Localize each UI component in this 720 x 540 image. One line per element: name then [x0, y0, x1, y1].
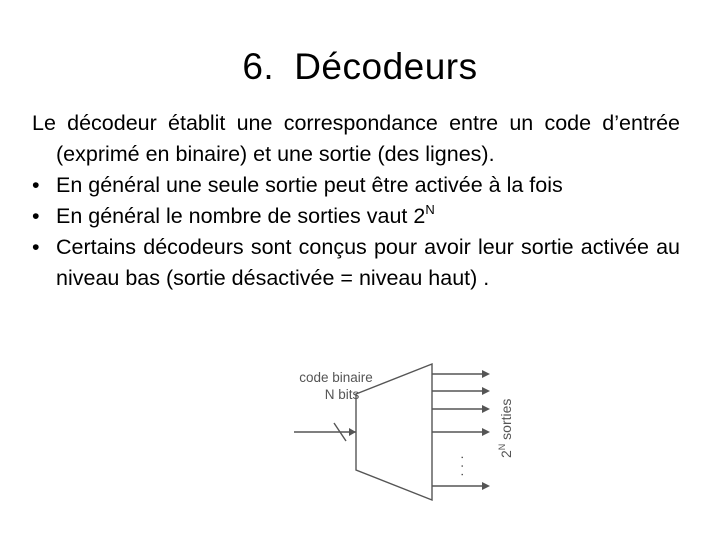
input-label-line2: N bits [324, 387, 360, 402]
output-arrow-head-icon [482, 428, 490, 436]
input-arrow-icon [349, 428, 356, 436]
bullet-icon: • [32, 173, 40, 197]
output-label [497, 399, 514, 458]
bullet-item [32, 170, 680, 201]
bullet-text: En général une seule sortie peut être activée à la fois [56, 173, 563, 197]
intro-paragraph: Le décodeur établit une correspondance entre un code d’entrée (exprimé en binaire) et une sortie (des lignes). [32, 111, 680, 166]
bullet-text: En général le nombre de sorties vaut 2 [56, 204, 426, 228]
bullet-icon: • [32, 235, 40, 259]
slide-title [0, 46, 720, 88]
ellipsis-text: · · · [453, 455, 469, 477]
bullet-item [32, 232, 680, 294]
output-arrow-head-icon [482, 387, 490, 395]
output-arrow-head-icon [482, 370, 490, 378]
output-arrow-head-icon [482, 405, 490, 413]
bullet-icon: • [32, 204, 40, 228]
bullet-item [32, 201, 680, 232]
bullet-text: Certains décodeurs sont conçus pour avoir leur sortie activée au niveau bas (sortie désactivée = niveau haut) . [56, 235, 680, 290]
input-label-line1: code binaire [299, 370, 373, 385]
output-label-base: 2 [498, 450, 514, 458]
output-arrow-head-icon [482, 482, 490, 490]
output-label-rest: sorties [498, 398, 514, 444]
bullet-superscript: N [425, 202, 435, 217]
title-number: 6. [242, 46, 275, 87]
output-label-sup: N [497, 443, 507, 451]
decoder-diagram [286, 362, 526, 502]
bullet-list [32, 170, 680, 294]
slide-body [32, 108, 680, 294]
title-text: Décodeurs [294, 46, 478, 87]
